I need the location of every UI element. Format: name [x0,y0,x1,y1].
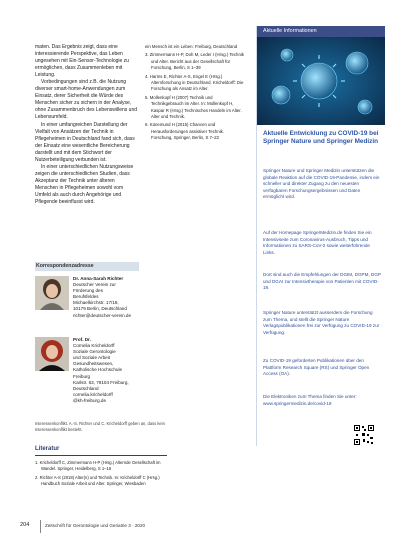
address-line: 10179 Berlin, Deutschland [73,306,127,312]
reference-item: 4. Harms E, Richter A-S, Engel E (Hrsg.) Altersforschung in Deutschland. Kricheldorff: Die Forschung als Ansatz im Alter. [145,73,244,92]
body-paragraph: Vorbedingungen sind z.B. die Nutzung diverser smart-home-Anwendungen zum Einsatz, derer Sicherheit die Würde des Menschen sicher zu sichern in der Analyse, ohne Zusammenbruch des Lebenswillens und Lebensumfeld. [35,79,138,121]
correspondence-heading: Korrespondenzadresse [35,262,139,271]
address-line: Gesundheitswesen, [73,361,114,367]
reference-item: 5. Mollenkopf H (2007) Technik und Technikgebrauch im Alter. In: Mollenkopf H, Kaspar R (Hrsg.) Technisches Handeln im Alter. Alter und Technik. [145,94,242,120]
divider [35,455,167,456]
author-photo [35,276,69,310]
address-line: und Soziale Arbeit [73,355,111,361]
body-paragraph: In einer umfangreichen Darstellung der Vielfalt von Ansätzen der Technik in Pflegeheimen in Deutschland fand sich, dass der Einsatz eine wesentliche Bereicherung darstellt und mit dem Stichwort der Nutzerbeteiligung verbunden ist. [35,121,135,163]
author-name: Dr. Anna-Sarah Richter [73,276,124,281]
address-line: Förderung des [73,288,103,294]
author-photo [35,337,69,371]
address-line: Katholische Hochschule [73,367,123,373]
literature-item: 2. Richter A-S (2018) Alter(n) und Technik. In: Kricheldorff C (Hrsg.) Handbuch Soziale Arbeit und Alter. Springer, Wiesbaden [35,475,160,486]
sidebar-link-paragraph[interactable]: Die Elektroniken zum Thema finden Sie unter: www.springermedizin.de/covid-19 [263,394,357,406]
email-link[interactable]: cornelia.kricheldorff [73,391,113,397]
left-column-body [35,44,137,206]
address-line: Karlstr. 63, 79104 Freiburg, [73,379,129,385]
address-line: Deutscher Verein zur [73,282,116,288]
sidebar-paragraph: Dort sind auch die Empfehlungen der DGIM, DGPM, DGP und DGAI zur Intensivtherapie von Patienten mit COVID-19. [263,272,381,290]
sidebar-paragraph: Auf der Homepage SpringerMedizin.de finden Sie ein Intensivseite zum Coronavirus-Ausbruch, Tipps und Informationen zu SARS-CoV-2 sowie weiterführende Links. [263,230,372,255]
email-link[interactable]: richter@deutscher-verein.de [73,312,132,318]
sidebar-title: Aktuelle Entwicklung zu COVID-19 bei Springer Nature und Springer Medizin [263,130,379,146]
sidebar-paragraph: Springer Nature und Springer Medizin unterstützen die globale Reaktion auf die COVID-19-Pandemie, indem ein schneller und direkter Zugang zu den neuesten verfügbaren Forschungsergebnissen und Daten ermöglicht wird. [263,168,380,199]
sidebar-paragraph: Zu COVID-19 geforderten Publikationen über den Plattform Research Square (RS) und Springer Open Access (OA). [263,358,370,376]
sidebar-paragraph: Springer Nature unterstützt ausserdem die Forschung zum Thema, und stellt die Springer Nature Verlagspublikationen frei zur Verfügung zu COVID-19 zur Verfügung. [263,310,380,335]
author-address [73,276,169,319]
conflict-of-interest: Interessenkonflikt. A.-S. Richter und C. Kricheldorff geben an, dass kein Interessenkonflikt besteht. [35,421,165,432]
reference-item: 6. Künemund H (2015) Chancen und Herausforderungen assistiver Technik. Forschung, Springer, Berlin, S 7–22 [145,122,225,141]
address-line: Michaelkirchstr. 17/18, [73,300,119,306]
sidebar-header: Aktuelle Informationen [257,26,385,37]
body-paragraph: In einer unterschiedlichen Nutzungsweise zeigen die unterschiedlichen Studien, dass Akzeptanz der Technik unter älteren Menschen in Pflegeheimen sowohl vom Umfeld als auch durch Angehörige und Pflegende beeinflusst wird. [35,163,134,206]
journal-name: Zeitschrift für Gerontologie und Geriatrie 3 · 2020 [45,523,146,528]
literature-heading: Literatur [35,446,60,452]
middle-column-references [145,44,245,144]
qr-code-icon[interactable] [353,424,375,446]
address-line: Berufsfeldes [73,294,99,300]
address-line: Soziale Gerontologie [73,349,116,355]
email-link[interactable]: @kh-freiburg.de [73,397,107,403]
reference-item: 3. Zimmermann H-P, Doh M, Leder I (Hrsg.) Technik und Alter. Bericht aus der Gesellschaft für Forschung, Berlin, S 1–39 [145,52,244,71]
author-address [73,337,169,404]
info-sidebar [256,26,385,446]
footer-divider [40,520,41,533]
address-line: Deutschland [73,385,99,391]
address-line: Cornelia Kricheldorff [73,343,115,349]
body-paragraph: maten. Das Ergebnis zeigt, dass eine interessierende Perspektive, das Leben ungesehen mit Ein-Sensor-Technologie zu ermöglichen, dass Zusammenleben mit Leistung. [35,44,129,79]
virus-image [257,37,385,125]
address-line: Freiburg [73,373,91,379]
literature-item: 1. Kricheldorff C, Zimmermann H-P (Hrsg.) Alternde Gesellschaft im Wandel. Springer, Heidelberg, S 1–16 [35,460,161,471]
page-footer [10,520,403,534]
page-number: 204 [20,522,30,528]
literature-list [35,460,167,490]
reference-item: ein Mensch ist ein Leben: Freiburg, Deutschland [145,44,238,49]
author-name: Prof. Dr. [73,337,91,342]
